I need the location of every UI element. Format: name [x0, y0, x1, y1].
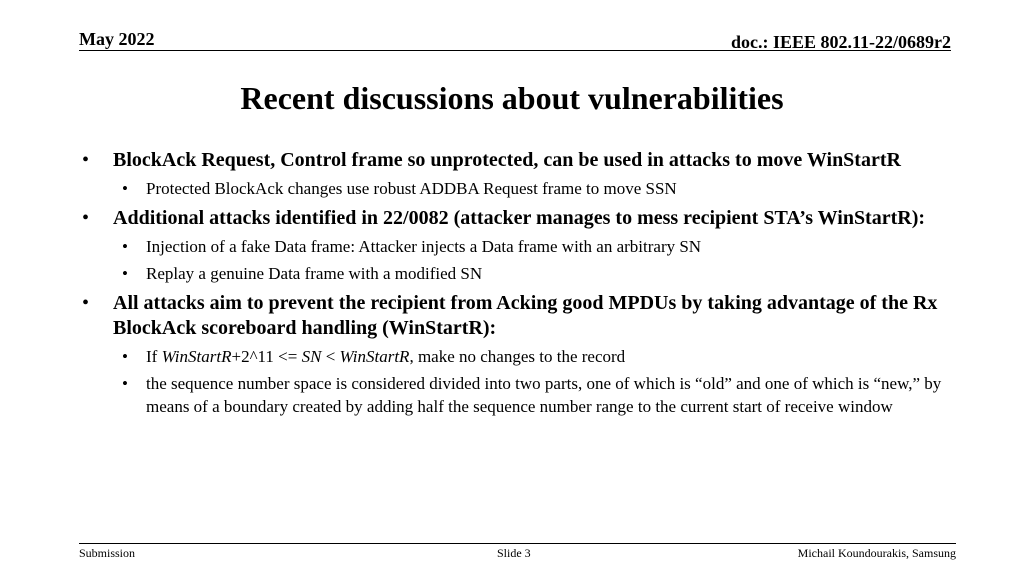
- bullet-1: [79, 148, 949, 173]
- bullet-1-sub-1: [79, 177, 949, 200]
- bullet-3: [79, 291, 949, 341]
- bullet-dot-icon: •: [122, 179, 128, 198]
- bullet-2-sub-1: [79, 235, 949, 258]
- header-divider: [79, 50, 951, 51]
- formula-lt: <: [321, 347, 340, 366]
- bullet-dot-icon: •: [122, 264, 128, 283]
- formula-tail: , make no changes to the record: [409, 347, 626, 366]
- bullet-3-sub-2: [79, 372, 949, 418]
- bullet-2: [79, 206, 949, 231]
- bullet-2-sub-1-text: Injection of a fake Data frame: Attacker injects a Data frame with an arbitrary SN: [146, 237, 702, 256]
- bullet-dot-icon: •: [122, 374, 128, 393]
- slide-title: Recent discussions about vulnerabilities: [240, 80, 784, 116]
- footer-author: Michail Koundourakis, Samsung: [797, 546, 956, 560]
- header-date: May 2022: [79, 29, 155, 49]
- slide-body: [79, 148, 949, 418]
- bullet-3-sub-2-text: the sequence number space is considered divided into two parts, one of which is “old” and one of which is “new,” by means of a boundary created by adding half the sequence number range to the current start of receive window: [146, 374, 942, 416]
- formula-winstartr: WinStartR: [161, 347, 232, 366]
- bullet-dot-icon: •: [122, 237, 128, 256]
- bullet-2-sub-2-text: Replay a genuine Data frame with a modified SN: [146, 264, 483, 283]
- header-doc-id: doc.: IEEE 802.11-22/0689r2: [730, 32, 951, 52]
- bullet-3-text: All attacks aim to prevent the recipient from Acking good MPDUs by taking advantage of the Rx BlockAck scoreboard handling (WinStartR):: [113, 292, 938, 339]
- bullet-dot-icon: •: [82, 207, 90, 229]
- bullet-1-sub-1-text: Protected BlockAck changes use robust ADDBA Request frame to move SSN: [146, 179, 677, 198]
- formula-sn: SN: [301, 347, 322, 366]
- footer-slide-number: Slide 3: [497, 546, 531, 560]
- bullet-3-sub-1: [79, 345, 949, 368]
- bullet-dot-icon: •: [122, 347, 128, 366]
- bullet-dot-icon: •: [82, 292, 90, 314]
- formula-if: If: [146, 347, 162, 366]
- formula-mid: +2^11 <=: [231, 347, 302, 366]
- footer-divider: [79, 543, 956, 544]
- footer-submission: Submission: [79, 546, 136, 560]
- bullet-1-text: BlockAck Request, Control frame so unprotected, can be used in attacks to move WinStartR: [113, 149, 901, 171]
- formula-winstartr-2: WinStartR: [339, 347, 410, 366]
- bullet-2-sub-2: [79, 262, 949, 285]
- bullet-dot-icon: •: [82, 149, 90, 171]
- bullet-2-text: Additional attacks identified in 22/0082 (attacker manages to mess recipient STA’s WinStartR):: [113, 207, 926, 229]
